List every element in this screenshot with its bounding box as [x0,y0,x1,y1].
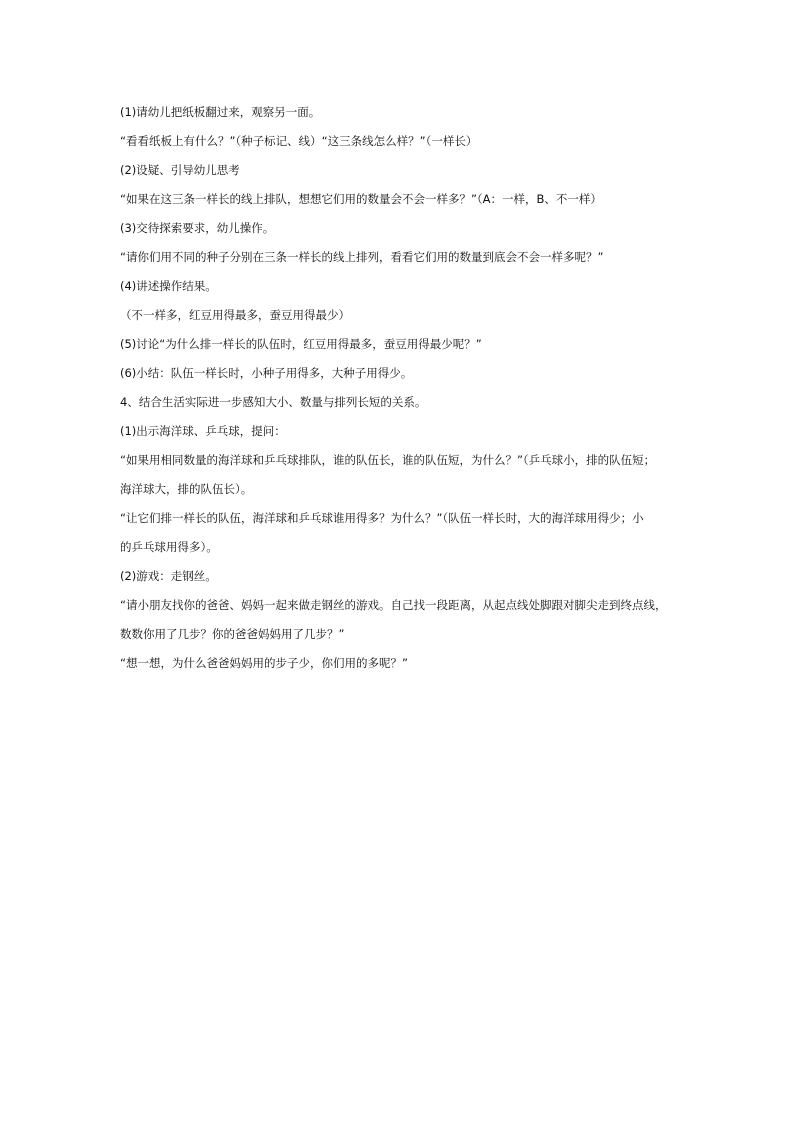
paragraph-line: (4)讲述操作结果。 [120,279,217,293]
paragraph-line: （不一样多，红豆用得最多，蚕豆用得最少） [120,308,350,322]
document-body [120,98,675,678]
paragraph-line: 的乒乓球用得多）。 [120,540,218,554]
paragraph-line: (5)讨论“为什么排一样长的队伍时，红豆用得最多，蚕豆用得最少呢？” [120,337,482,351]
paragraph-line: (2)设疑、引导幼儿思考 [120,163,240,177]
paragraph-line: “如果用相同数量的海洋球和乒乓球排队，谁的队伍长，谁的队伍短，为什么？”（乒乓球小，排的队伍短； [120,453,656,467]
paragraph-line: “请小朋友找你的爸爸、妈妈一起来做走钢丝的游戏。自己找一段距离，从起点线处脚跟对脚尖走到终点线， [120,598,667,612]
paragraph-line: (3)交待探索要求，幼儿操作。 [120,221,275,235]
paragraph-line: (1)出示海洋球、乒乓球，提问： [120,424,286,438]
paragraph-line: “请你们用不同的种子分别在三条一样长的线上排列，看看它们用的数量到底会不会一样多呢？” [120,250,604,264]
paragraph-line: “让它们排一样长的队伍，海洋球和乒乓球谁用得多？为什么？”（队伍一样长时，大的海洋球用得少；小 [120,511,644,525]
section-heading: 4、结合生活实际进一步感知大小、数量与排列长短的关系。 [120,395,427,409]
paragraph-line: “如果在这三条一样长的线上排队，想想它们用的数量会不会一样多？”（A：一样，B、不一样） [120,192,602,206]
paragraph-line: “看看纸板上有什么？”（种子标记、线）“这三条线怎么样？”（一样长） [120,134,478,148]
paragraph-line: (6)小结：队伍一样长时，小种子用得多，大种子用得少。 [120,366,413,380]
paragraph-line: 数数你用了几步？你的爸爸妈妈用了几步？” [120,627,345,641]
paragraph-line: (2)游戏：走钢丝。 [120,569,217,583]
paragraph-line: 海洋球大，排的队伍长）。 [120,482,253,496]
paragraph-line: (1)请幼儿把纸板翻过来，观察另一面。 [120,105,321,119]
paragraph-line: “想一想，为什么爸爸妈妈用的步子少，你们用的多呢？” [120,656,408,670]
